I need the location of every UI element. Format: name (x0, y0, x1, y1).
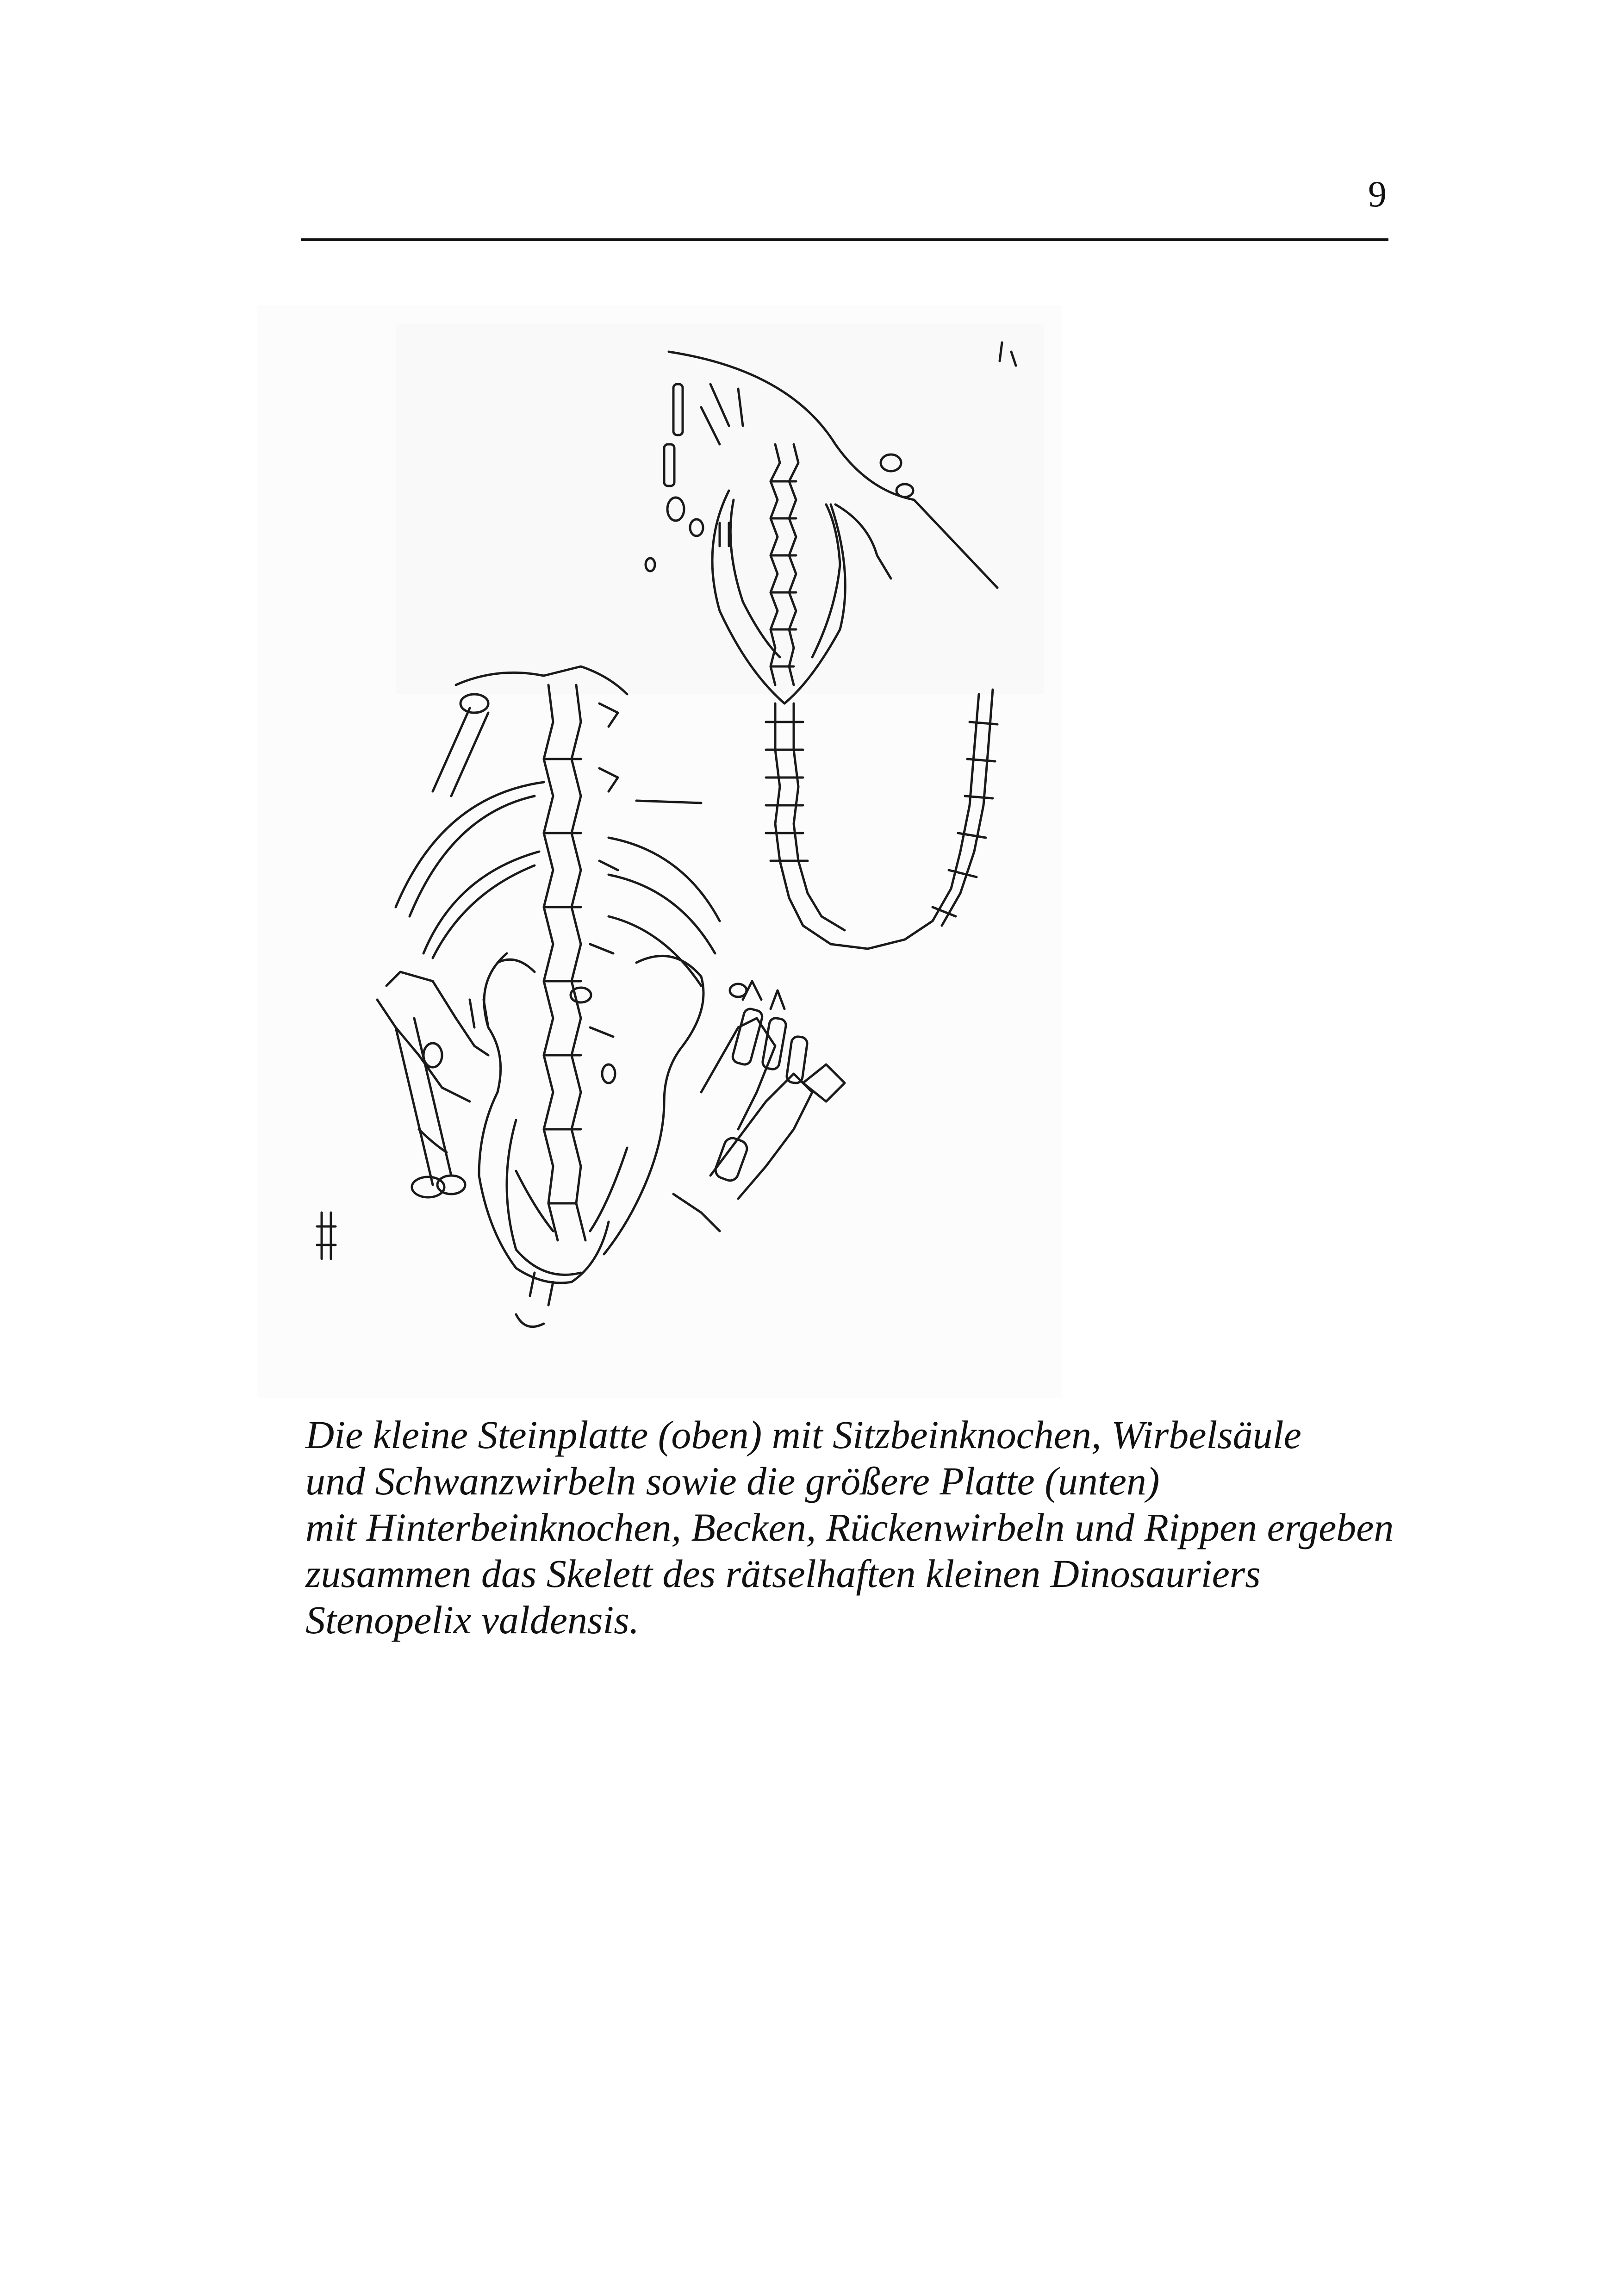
caption-line: Stenopelix valdensis. (305, 1598, 640, 1642)
figure-caption (305, 1412, 1416, 1643)
caption-line: und Schwanzwirbeln sowie die größere Platte (unten) (305, 1459, 1160, 1503)
header-rule (301, 238, 1388, 241)
caption-line: Die kleine Steinplatte (oben) mit Sitzbeinknochen, Wirbelsäule (305, 1412, 1301, 1457)
fossil-skeleton-figure (257, 305, 1062, 1398)
caption-line: zusammen das Skelett des rätselhaften kleinen Dinosauriers (305, 1551, 1261, 1596)
fossil-skeleton-drawing (257, 305, 1062, 1398)
page-number: 9 (1368, 174, 1387, 215)
caption-line: mit Hinterbeinknochen, Becken, Rückenwirbeln und Rippen ergeben (305, 1505, 1394, 1549)
